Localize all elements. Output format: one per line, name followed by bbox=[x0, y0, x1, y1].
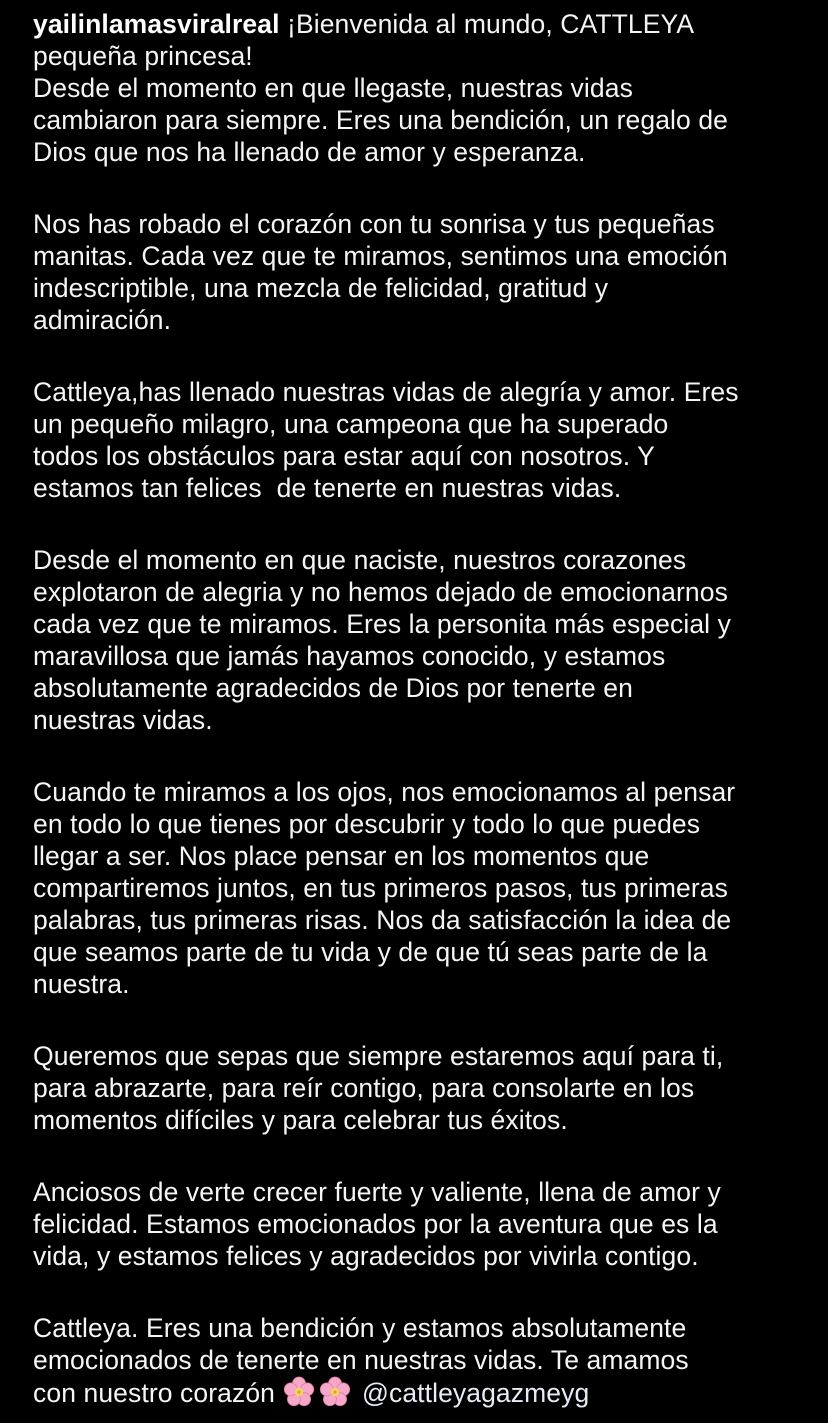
cherry-blossom-icon bbox=[319, 1376, 351, 1408]
caption-line: Nos has robado el corazón con tu sonrisa y tus pequeñas bbox=[33, 209, 715, 239]
caption-line: Cattleya. Eres una bendición y estamos absolutamente bbox=[33, 1313, 687, 1343]
caption-line: para abrazarte, para reír contigo, para consolarte en los bbox=[33, 1073, 695, 1103]
caption-line: con nuestro corazón bbox=[33, 1378, 276, 1408]
caption-line: vida, y estamos felices y agradecidos por vivirla contigo. bbox=[33, 1241, 699, 1271]
caption-closing bbox=[33, 1312, 823, 1409]
caption-line: nuestra. bbox=[33, 969, 130, 999]
caption-line: emocionados de tenerte en nuestras vidas. Te amamos bbox=[33, 1345, 689, 1375]
caption-line: un pequeño milagro, una campeona que ha superado bbox=[33, 409, 669, 439]
caption-line: Cuando te miramos a los ojos, nos emocionamos al pensar bbox=[33, 777, 736, 807]
caption-line: Anciosos de verte crecer fuerte y valiente, llena de amor y bbox=[33, 1177, 721, 1207]
caption-paragraph bbox=[33, 1176, 823, 1272]
caption-line: ¡Bienvenida al mundo, CATTLEYA bbox=[287, 9, 695, 39]
caption-line: indescriptible, una mezcla de felicidad, gratitud y bbox=[33, 273, 609, 303]
caption-line: momentos difíciles y para celebrar tus éxitos. bbox=[33, 1105, 568, 1135]
caption-line: manitas. Cada vez que te miramos, sentimos una emoción bbox=[33, 241, 728, 271]
caption-paragraph bbox=[33, 208, 823, 336]
mention-link[interactable]: @cattleyagazmeyg bbox=[361, 1378, 590, 1408]
caption-line: felicidad. Estamos emocionados por la aventura que es la bbox=[33, 1209, 718, 1239]
caption-line: palabras, tus primeras risas. Nos da satisfacción la idea de bbox=[33, 905, 732, 935]
post-caption bbox=[33, 8, 823, 1409]
caption-paragraph bbox=[33, 544, 823, 736]
caption-line: admiración. bbox=[33, 305, 172, 335]
caption-paragraph bbox=[33, 376, 823, 504]
caption-line: Dios que nos ha llenado de amor y esperanza. bbox=[33, 137, 586, 167]
caption-line: Cattleya,has llenado nuestras vidas de alegría y amor. Eres bbox=[33, 377, 739, 407]
caption-line: cambiaron para siempre. Eres una bendición, un regalo de bbox=[33, 105, 729, 135]
caption-line: en todo lo que tienes por descubrir y todo lo que puedes bbox=[33, 809, 701, 839]
caption-line: compartiremos juntos, en tus primeros pasos, tus primeras bbox=[33, 873, 728, 903]
caption-line: Queremos que sepas que siempre estaremos aquí para ti, bbox=[33, 1041, 724, 1071]
caption-line: que seamos parte de tu vida y de que tú seas parte de la bbox=[33, 937, 708, 967]
caption-line: llegar a ser. Nos place pensar en los momentos que bbox=[33, 841, 650, 871]
caption-line: estamos tan felices de tenerte en nuestras vidas. bbox=[33, 473, 622, 503]
caption-line: maravillosa que jamás hayamos conocido, y estamos bbox=[33, 641, 666, 671]
caption-line: absolutamente agradecidos de Dios por tenerte en bbox=[33, 673, 633, 703]
caption-line: Desde el momento en que llegaste, nuestras vidas bbox=[33, 73, 633, 103]
caption-line: Desde el momento en que naciste, nuestros corazones bbox=[33, 545, 687, 575]
caption-line: todos los obstáculos para estar aquí con nosotros. Y bbox=[33, 441, 655, 471]
caption-intro bbox=[33, 8, 823, 168]
username-link[interactable]: yailinlamasviralreal bbox=[33, 9, 280, 39]
caption-line: explotaron de alegria y no hemos dejado de emocionarnos bbox=[33, 577, 728, 607]
caption-paragraph bbox=[33, 776, 823, 1000]
caption-line: cada vez que te miramos. Eres la personita más especial y bbox=[33, 609, 731, 639]
caption-paragraph bbox=[33, 1040, 823, 1136]
caption-line: nuestras vidas. bbox=[33, 705, 213, 735]
cherry-blossom-icon bbox=[283, 1376, 315, 1408]
caption-line: pequeña princesa! bbox=[33, 41, 253, 71]
